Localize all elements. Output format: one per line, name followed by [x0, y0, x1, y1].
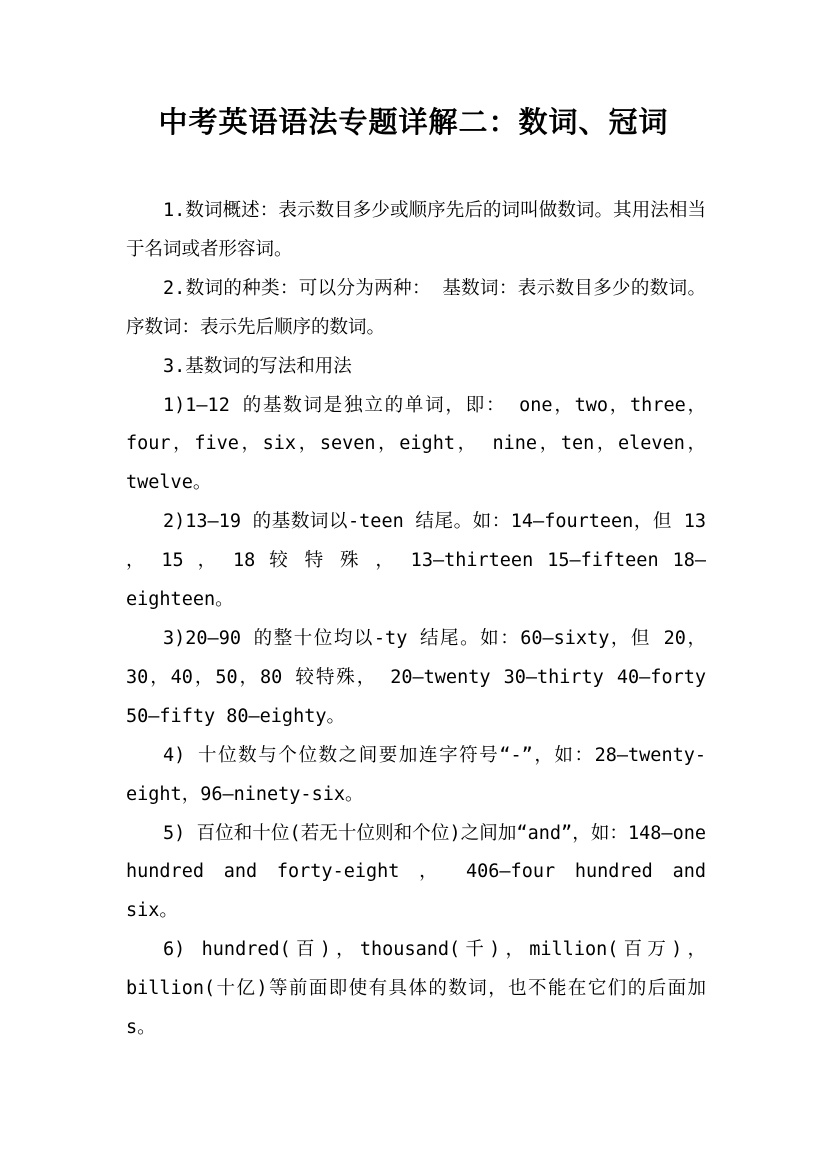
paragraph-numeral-overview: 1.数词概述：表示数目多少或顺序先后的词叫做数词。其用法相当于名词或者形容词。	[126, 200, 706, 260]
document-title: 中考英语语法专题详解二：数词、冠词	[158, 105, 669, 139]
paragraph-cardinal-heading: 3.基数词的写法和用法	[163, 355, 352, 377]
document-body	[126, 192, 706, 1048]
paragraph-rule-3: 3)20—90 的整十位均以-ty 结尾。如：60—sixty，但 20，30，40，50，80 较特殊， 20—twenty 30—thirty 40—forty 50—fifty 80—eighty。	[126, 627, 706, 727]
paragraph-rule-5: 5) 百位和十位(若无十位则和个位)之间加“and”，如：148—one hundred and forty-eight ， 406—four hundred and six。	[126, 822, 706, 922]
paragraph-numeral-types: 2.数词的种类：可以分为两种： 基数词：表示数目多少的数词。序数词：表示先后顺序的数词。	[126, 277, 706, 338]
paragraph-rule-2: 2)13—19 的基数词以-teen 结尾。如：14—fourteen，但 13 ， 15 ， 18 较 特 殊 ， 13—thirteen 15—fifteen 18—eighteen。	[126, 511, 706, 611]
paragraph-rule-6: 6) hundred(百)，thousand(千)，million(百万)，billion(十亿)等前面即使有具体的数词，也不能在它们的后面加 s。	[126, 939, 706, 1039]
paragraph-rule-1: 1)1—12 的基数词是独立的单词，即： one，two，three，four，five，six，seven，eight， nine，ten，eleven，twelve。	[126, 394, 706, 494]
paragraph-rule-4: 4) 十位数与个位数之间要加连字符号“-”，如：28—twenty-eight，96—ninety-six。	[126, 744, 706, 805]
